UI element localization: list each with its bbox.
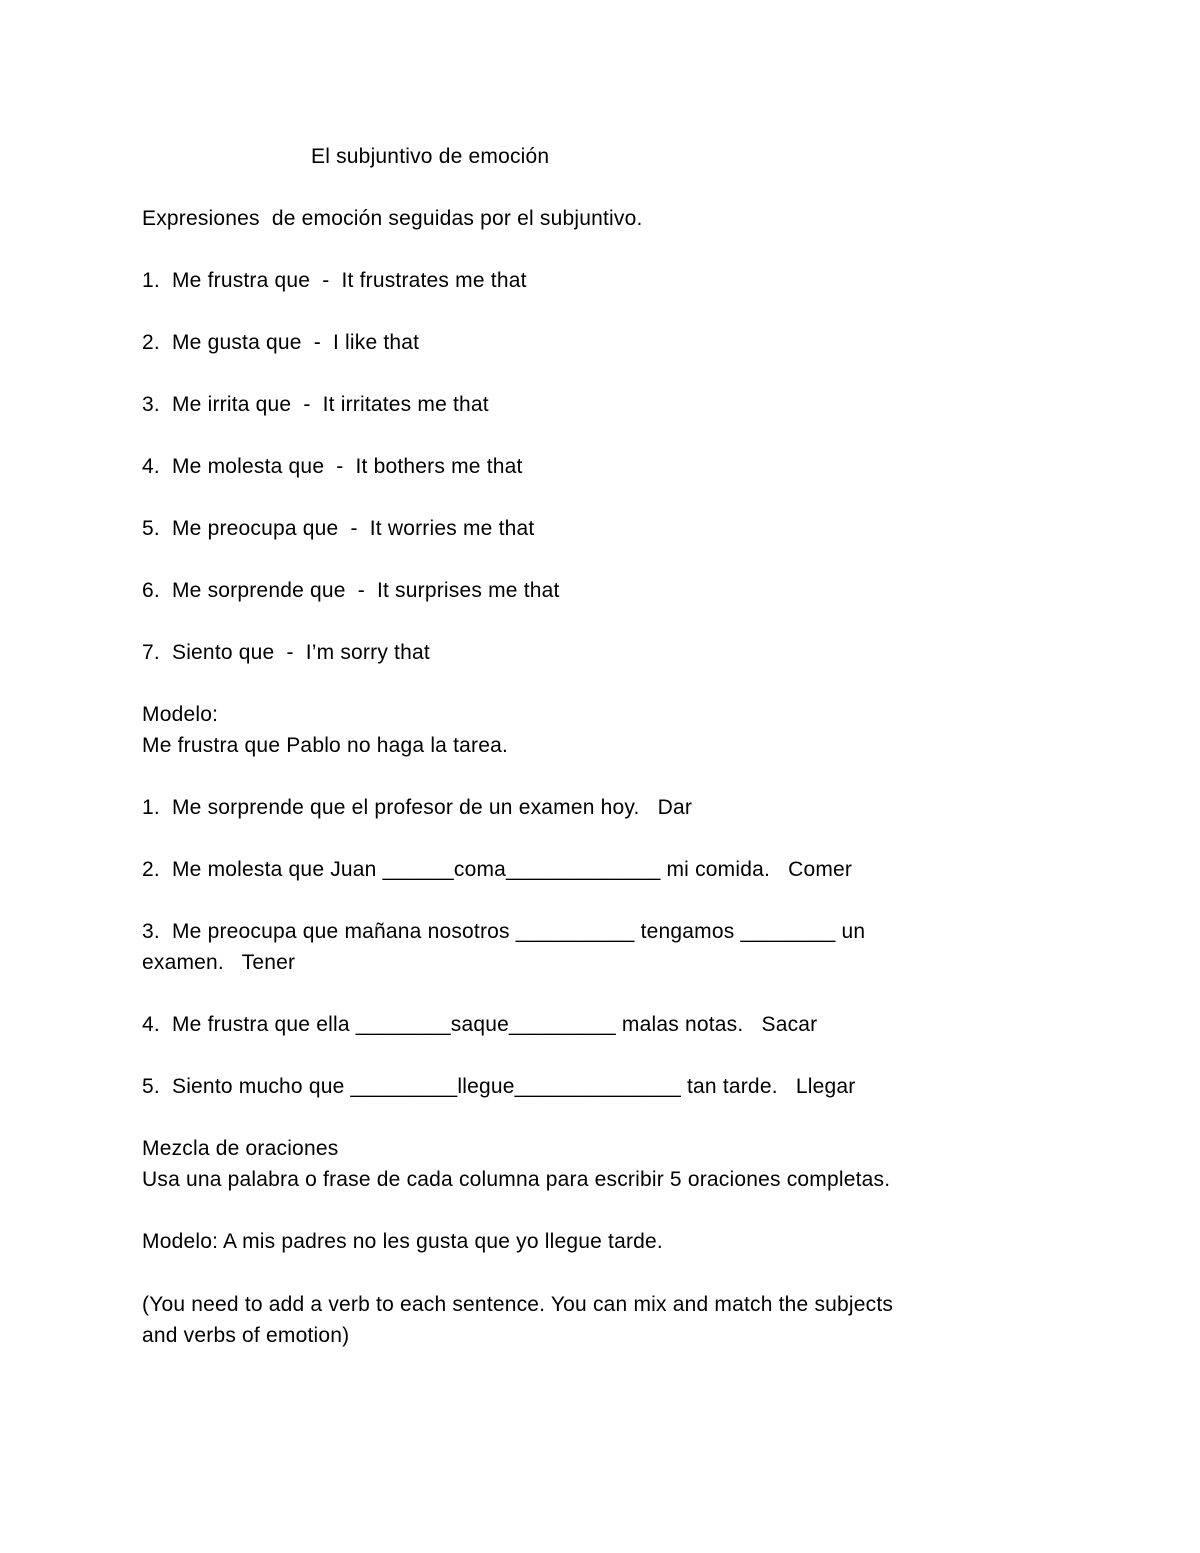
note-line: and verbs of emotion) — [142, 1324, 350, 1347]
exercise-item: 2. Me molesta que Juan ______coma_____________ mi comida. Comer — [142, 858, 853, 881]
expression-item: 1. Me frustra que - It frustrates me that — [142, 269, 527, 292]
expression-item: 6. Me sorprende que - It surprises me that — [142, 579, 560, 602]
mix-heading: Mezcla de oraciones — [142, 1137, 339, 1160]
mix-model: Modelo: A mis padres no les gusta que yo llegue tarde. — [142, 1230, 663, 1253]
mix-instructions: Usa una palabra o frase de cada columna para escribir 5 oraciones completas. — [142, 1168, 891, 1191]
exercise-item-continuation: examen. Tener — [142, 951, 296, 974]
exercise-item: 5. Siento mucho que _________llegue______________ tan tarde. Llegar — [142, 1075, 856, 1098]
exercise-item: 4. Me frustra que ella ________saque_________ malas notas. Sacar — [142, 1013, 818, 1036]
page-title: El subjuntivo de emoción — [311, 145, 550, 168]
exercise-item: 1. Me sorprende que el profesor de un examen hoy. Dar — [142, 796, 693, 819]
model-sentence: Me frustra que Pablo no haga la tarea. — [142, 734, 508, 757]
expression-item: 3. Me irrita que - It irritates me that — [142, 393, 489, 416]
note-line: (You need to add a verb to each sentence. You can mix and match the subjects — [142, 1293, 894, 1316]
model-heading: Modelo: — [142, 703, 219, 726]
exercise-item: 3. Me preocupa que mañana nosotros __________ tengamos ________ un — [142, 920, 866, 943]
intro-text: Expresiones de emoción seguidas por el subjuntivo. — [142, 207, 643, 230]
expression-item: 4. Me molesta que - It bothers me that — [142, 455, 523, 478]
expression-item: 2. Me gusta que - I like that — [142, 331, 420, 354]
expression-item: 7. Siento que - I’m sorry that — [142, 641, 430, 664]
expression-item: 5. Me preocupa que - It worries me that — [142, 517, 535, 540]
